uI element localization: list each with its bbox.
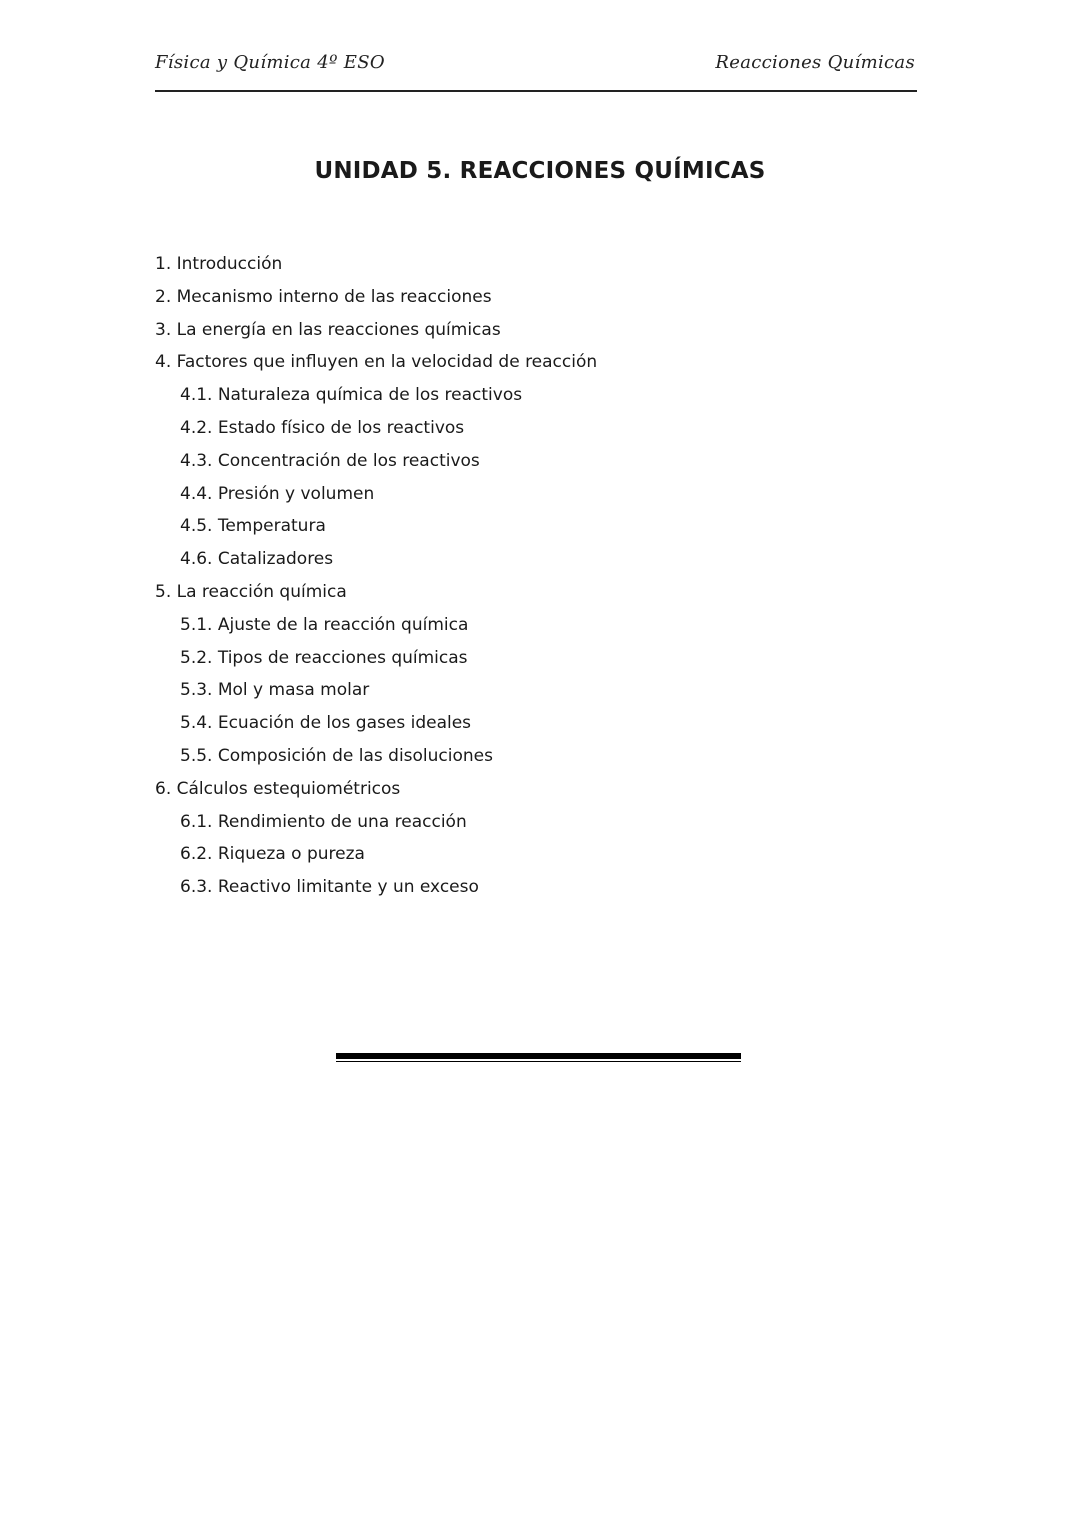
page-header (155, 50, 917, 92)
toc-item-5-1: 5.1. Ajuste de la reacción química (180, 614, 469, 635)
toc-item-5-4: 5.4. Ecuación de los gases ideales (180, 713, 472, 734)
toc-item-4-3: 4.3. Concentración de los reactivos (180, 450, 480, 471)
toc-item-4-6: 4.6. Catalizadores (180, 549, 334, 570)
toc-item-3: 3. La energía en las reacciones químicas (155, 319, 501, 340)
toc-item-2: 2. Mecanismo interno de las reacciones (155, 286, 492, 307)
header-topic-label: Reacciones Químicas (715, 52, 915, 73)
toc-item-5: 5. La reacción química (155, 581, 347, 602)
toc-item-1: 1. Introducción (155, 254, 283, 274)
divider-thin-line (336, 1061, 741, 1062)
page-title: UNIDAD 5. REACCIONES QUÍMICAS (314, 158, 766, 184)
toc-item-4-1: 4.1. Naturaleza química de los reactivos (180, 385, 523, 406)
toc-item-4-5: 4.5. Temperatura (180, 516, 326, 537)
toc-item-6-3: 6.3. Reactivo limitante y un exceso (180, 877, 479, 898)
divider-thick-line (336, 1053, 741, 1059)
toc-item-6: 6. Cálculos estequiométricos (155, 778, 401, 799)
toc-item-6-1: 6.1. Rendimiento de una reacción (180, 811, 467, 832)
toc-item-4-4: 4.4. Presión y volumen (180, 483, 375, 504)
toc-item-4: 4. Factores que influyen en la velocidad de reacción (155, 352, 598, 373)
header-course-label: Física y Química 4º ESO (155, 52, 385, 73)
toc-item-5-2: 5.2. Tipos de reacciones químicas (180, 647, 468, 668)
table-of-contents (155, 252, 855, 908)
section-divider (336, 1053, 741, 1062)
toc-item-6-2: 6.2. Riqueza o pureza (180, 844, 365, 865)
toc-item-5-3: 5.3. Mol y masa molar (180, 680, 370, 701)
toc-item-4-2: 4.2. Estado físico de los reactivos (180, 417, 465, 438)
toc-item-5-5: 5.5. Composición de las disoluciones (180, 745, 493, 766)
